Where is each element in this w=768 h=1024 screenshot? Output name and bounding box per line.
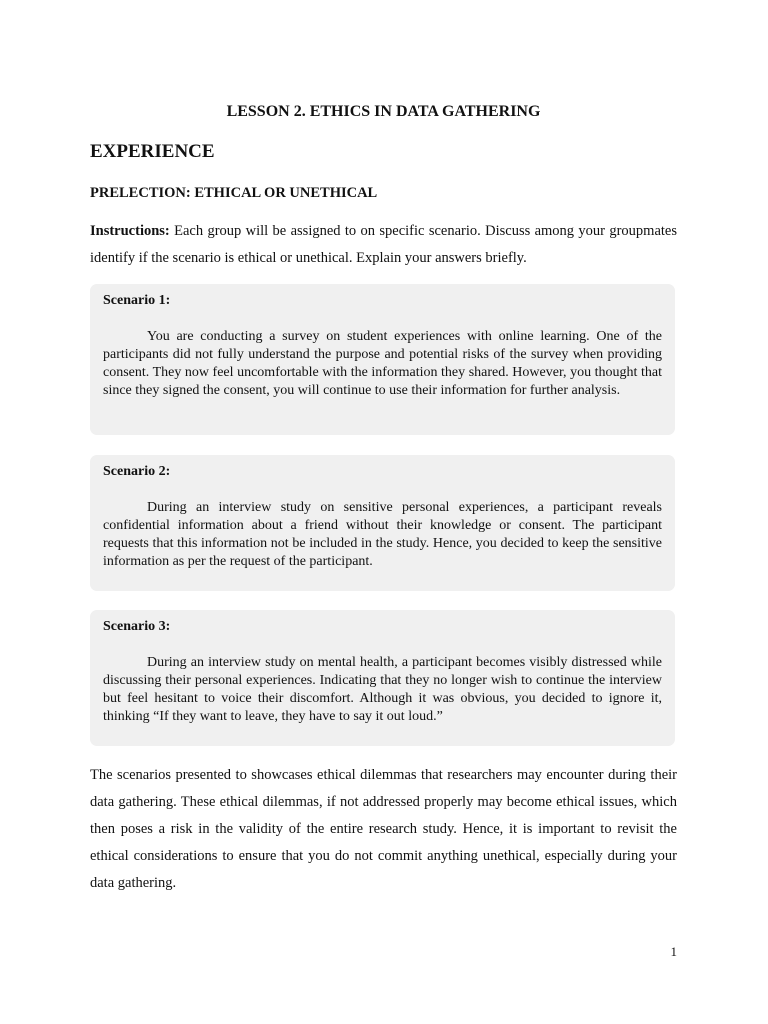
scenario-box [90,610,675,746]
scenario-box [90,284,675,435]
scenario-title: Scenario 3: [103,619,171,634]
section-heading: EXPERIENCE [90,141,215,162]
scenario-box [90,455,675,591]
scenario-body: During an interview study on mental health, a participant becomes visibly distressed while discussing their personal experiences. Indicating that they no longer wish to continue the interview but feel hesitant to voice their discomfort. Although it was obvious, you decided to ignore it, thinking “If they want to leave, they have to say it out loud.” [103,655,662,724]
scenario-body: During an interview study on sensitive personal experiences, a participant reveals confidential information about a friend without their knowledge or consent. The participant requests that this information not be included in the study. Hence, you decided to keep the sensitive information as per the request of the participant. [103,500,662,569]
lesson-title: LESSON 2. ETHICS IN DATA GATHERING [226,103,541,120]
conclusion-paragraph: The scenarios presented to showcases ethical dilemmas that researchers may encounter during their data gathering. These ethical dilemmas, if not addressed properly may become ethical issues, which then poses a risk in the validity of the entire research study. Hence, it is important to revisit the ethical considerations to ensure that you do not commit anything unethical, especially during your data gathering. [90,767,677,891]
instructions-lead: Instructions: [90,223,170,239]
instructions-paragraph [90,218,677,272]
sub-heading: PRELECTION: ETHICAL OR UNETHICAL [90,185,378,201]
scenario-title: Scenario 1: [103,293,171,308]
scenario-body: You are conducting a survey on student experiences with online learning. One of the participants did not fully understand the purpose and potential risks of the survey when providing consent. They now feel uncomfortable with the information they shared. However, you thought that since they signed the consent, you will continue to use their information for further analysis. [103,329,662,398]
page-number: 1 [670,944,677,959]
scenario-title: Scenario 2: [103,464,171,479]
instructions-text: Each group will be assigned to on specific scenario. Discuss among your groupmates identify if the scenario is ethical or unethical. Explain your answers briefly. [90,223,677,266]
